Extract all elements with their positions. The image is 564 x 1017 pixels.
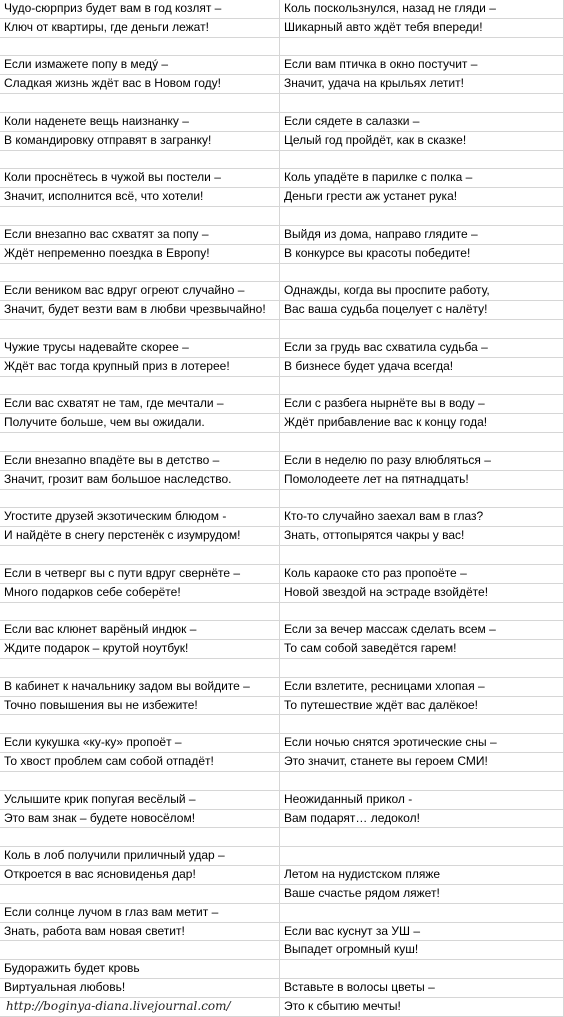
table-cell[interactable]: Если в четверг вы с пути вдруг свернёте –	[0, 565, 280, 584]
table-cell[interactable]: Значит, исполнится всё, что хотели!	[0, 188, 280, 207]
table-cell[interactable]: Ждите подарок – крутой ноутбук!	[0, 640, 280, 659]
table-cell[interactable]: Кто-то случайно заехал вам в глаз?	[280, 508, 564, 527]
table-cell[interactable]: Если за грудь вас схватила судьба –	[280, 339, 564, 358]
table-cell[interactable]: Если с разбега нырнёте вы в воду –	[280, 395, 564, 414]
table-cell[interactable]: Сладкая жизнь ждёт вас в Новом году!	[0, 75, 280, 94]
table-cell[interactable]	[280, 207, 564, 226]
table-cell[interactable]	[280, 772, 564, 791]
table-cell[interactable]	[280, 264, 564, 283]
table-cell[interactable]: Чужие трусы надевайте скорее –	[0, 339, 280, 358]
table-cell[interactable]: То путешествие ждёт вас далёкое!	[280, 697, 564, 716]
table-cell[interactable]: То хвост проблем сам собой отпадёт!	[0, 753, 280, 772]
table-cell[interactable]: Это значит, станете вы героем СМИ!	[280, 753, 564, 772]
table-cell[interactable]: Ключ от квартиры, где деньги лежат!	[0, 19, 280, 38]
table-cell[interactable]	[0, 715, 280, 734]
table-cell[interactable]: Вставьте в волосы цветы –	[280, 979, 564, 998]
table-cell[interactable]: Если кукушка «ку-ку» пропоёт –	[0, 734, 280, 753]
table-cell[interactable]: Если внезапно впадёте вы в детство –	[0, 452, 280, 471]
table-cell[interactable]: Значит, удача на крыльях летит!	[280, 75, 564, 94]
table-cell[interactable]	[0, 772, 280, 791]
table-cell[interactable]	[0, 264, 280, 283]
table-cell[interactable]: В бизнесе будет удача всегда!	[280, 358, 564, 377]
table-cell[interactable]: В командировку отправят в загранку!	[0, 132, 280, 151]
table-cell[interactable]	[280, 490, 564, 509]
table-cell[interactable]: Коли наденете вещь наизнанку –	[0, 113, 280, 132]
table-cell[interactable]: Если веником вас вдруг огреют случайно –	[0, 282, 280, 301]
table-cell[interactable]	[0, 828, 280, 847]
table-cell[interactable]	[0, 377, 280, 396]
table-cell[interactable]: Это вам знак – будете новосёлом!	[0, 810, 280, 829]
table-cell[interactable]: Коль поскользнулся, назад не гляди –	[280, 0, 564, 19]
table-cell[interactable]: Много подарков себе соберёте!	[0, 584, 280, 603]
table-cell[interactable]: В конкурсе вы красоты победите!	[280, 245, 564, 264]
table-cell[interactable]	[0, 546, 280, 565]
table-cell[interactable]: Коль в лоб получили приличный удар –	[0, 847, 280, 866]
table-cell[interactable]: Если за вечер массаж сделать всем –	[280, 621, 564, 640]
table-cell[interactable]: Если вас клюнет варёный индюк –	[0, 621, 280, 640]
table-cell[interactable]	[0, 603, 280, 622]
table-cell[interactable]	[0, 433, 280, 452]
table-cell[interactable]: Если вас схватят не там, где мечтали –	[0, 395, 280, 414]
table-cell[interactable]: Неожиданный прикол -	[280, 791, 564, 810]
table-cell[interactable]: Точно повышения вы не избежите!	[0, 697, 280, 716]
table-cell[interactable]	[280, 38, 564, 57]
table-cell[interactable]	[0, 320, 280, 339]
table-cell[interactable]	[280, 433, 564, 452]
table-cell[interactable]: Целый год пройдёт, как в сказке!	[280, 132, 564, 151]
table-cell[interactable]: Ждёт прибавление вас к концу года!	[280, 414, 564, 433]
table-cell[interactable]: Это к сбытию мечты!	[280, 998, 564, 1017]
table-cell[interactable]: Угостите друзей экзотическим блюдом -	[0, 508, 280, 527]
table-cell[interactable]	[280, 904, 564, 923]
table-cell[interactable]: Однажды, когда вы проспите работу,	[280, 282, 564, 301]
table-cell[interactable]	[0, 941, 280, 960]
table-cell[interactable]: Услышите крик попугая весёлый –	[0, 791, 280, 810]
table-cell[interactable]	[280, 828, 564, 847]
table-cell[interactable]	[280, 659, 564, 678]
table-cell[interactable]	[0, 207, 280, 226]
table-cell[interactable]	[0, 490, 280, 509]
table-cell[interactable]: Знать, оттопырятся чакры у вас!	[280, 527, 564, 546]
table-cell[interactable]: Если в неделю по разу влюбляться –	[280, 452, 564, 471]
table-cell[interactable]	[0, 151, 280, 170]
table-cell[interactable]: Выйдя из дома, направо глядите –	[280, 226, 564, 245]
table-cell[interactable]: Знать, работа вам новая светит!	[0, 923, 280, 942]
table-cell[interactable]: Коль караоке сто раз пропоёте –	[280, 565, 564, 584]
table-cell[interactable]: Помолодеете лет на пятнадцать!	[280, 471, 564, 490]
table-cell[interactable]: Если измажете попу в медý –	[0, 56, 280, 75]
table-cell[interactable]: Вам подарят… ледокол!	[280, 810, 564, 829]
table-cell[interactable]: В кабинет к начальнику задом вы войдите –	[0, 678, 280, 697]
table-cell[interactable]: Новой звездой на эстраде взойдёте!	[280, 584, 564, 603]
watermark-url: http://boginya-diana.livejournal.com/	[6, 999, 231, 1013]
table-cell[interactable]: Если внезапно вас схватят за попу –	[0, 226, 280, 245]
table-cell[interactable]	[280, 603, 564, 622]
table-cell[interactable]: Коль упадёте в парилке с полка –	[280, 169, 564, 188]
table-cell[interactable]: То сам собой заведётся гарем!	[280, 640, 564, 659]
table-cell[interactable]	[0, 38, 280, 57]
table-cell[interactable]	[280, 715, 564, 734]
table-cell[interactable]: Получите больше, чем вы ожидали.	[0, 414, 280, 433]
table-cell[interactable]: Деньги грести аж устанет рука!	[280, 188, 564, 207]
table-cell[interactable]: Ждёт непременно поездка в Европу!	[0, 245, 280, 264]
table-cell[interactable]: Если ночью снятся эротические сны –	[280, 734, 564, 753]
table-cell[interactable]: Шикарный авто ждёт тебя впереди!	[280, 19, 564, 38]
table-cell[interactable]	[0, 94, 280, 113]
table-cell[interactable]	[280, 151, 564, 170]
table-cell[interactable]: Летом на нудистском пляже	[280, 866, 564, 885]
table-cell[interactable]: Виртуальная любовь!	[0, 979, 280, 998]
table-cell[interactable]: Откроется в вас ясновиденья дар!	[0, 866, 280, 885]
table-cell[interactable]: Если солнце лучом в глаз вам метит –	[0, 904, 280, 923]
table-cell[interactable]: Значит, будет везти вам в любви чрезвычайно!	[0, 301, 280, 320]
table-cell[interactable]: Если вам птичка в окно постучит –	[280, 56, 564, 75]
table-cell[interactable]: Если взлетите, ресницами хлопая –	[280, 678, 564, 697]
table-cell[interactable]: Если вас куснут за УШ –	[280, 923, 564, 942]
table-cell[interactable]: Ваше счастье рядом ляжет!	[280, 885, 564, 904]
table-cell[interactable]	[280, 960, 564, 979]
table-cell[interactable]: Выпадет огромный куш!	[280, 941, 564, 960]
table-cell[interactable]: Ждёт вас тогда крупный приз в лотерее!	[0, 358, 280, 377]
table-cell[interactable]: Будоражить будет кровь	[0, 960, 280, 979]
table-cell[interactable]: Значит, грозит вам большое наследство.	[0, 471, 280, 490]
table-cell[interactable]	[280, 546, 564, 565]
table-cell[interactable]	[280, 847, 564, 866]
table-cell[interactable]	[0, 659, 280, 678]
table-cell[interactable]	[280, 320, 564, 339]
table-cell[interactable]	[0, 885, 280, 904]
table-cell[interactable]: Вас ваша судьба поцелует с налёту!	[280, 301, 564, 320]
table-cell[interactable]: Чудо-сюрприз будет вам в год козлят –	[0, 0, 280, 19]
table-cell[interactable]: И найдёте в снегу перстенёк с изумрудом!	[0, 527, 280, 546]
table-cell[interactable]	[280, 377, 564, 396]
table-cell[interactable]: Коли проснётесь в чужой вы постели –	[0, 169, 280, 188]
table-cell[interactable]	[280, 94, 564, 113]
table-cell[interactable]: Если сядете в салазки –	[280, 113, 564, 132]
